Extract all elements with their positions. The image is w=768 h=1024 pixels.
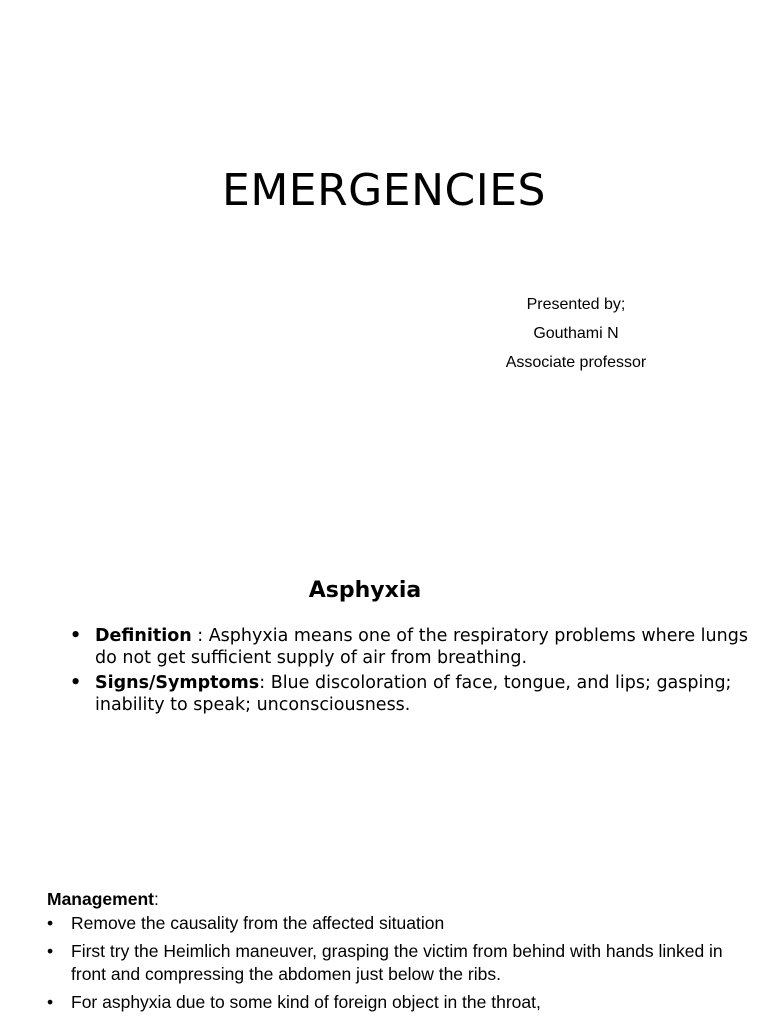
management-heading-term: Management [47, 889, 154, 909]
management-heading-suffix: : [153, 889, 159, 909]
signs-symptoms-separator: : [259, 673, 271, 693]
definition-separator: : [191, 626, 209, 646]
management-list [47, 912, 747, 1014]
definition-text: Asphyxia means one of the respiratory problems where lungs do not get sufficient supply of air from breathing. [95, 626, 748, 668]
bullet-marker: • [47, 992, 54, 1012]
signs-symptoms-term: Signs/Symptoms [95, 673, 260, 693]
management-heading [47, 886, 747, 912]
management-section [47, 886, 747, 1019]
definition-bullet [70, 625, 760, 669]
list-item [47, 912, 747, 935]
signs-symptoms-text: Blue discoloration of face, tongue, and lips; gasping; inability to speak; unconsciousness. [95, 673, 732, 715]
bullet-marker: • [70, 673, 82, 693]
list-item [47, 940, 747, 986]
signs-symptoms-bullet [70, 672, 760, 716]
presenter-designation: Associate professor [505, 354, 647, 371]
asphyxia-heading: Asphyxia [308, 578, 422, 603]
bullet-marker: • [47, 941, 54, 961]
slide-title: EMERGENCIES [222, 165, 546, 216]
definition-term: Definition [95, 626, 192, 646]
management-item-text: For asphyxia due to some kind of foreign object in the throat, [71, 992, 541, 1012]
bullet-marker: • [47, 913, 54, 933]
presenter-info [478, 292, 674, 379]
asphyxia-bullet-list [70, 625, 760, 719]
management-item-text: Remove the causality from the affected situation [71, 913, 445, 933]
bullet-marker: • [70, 626, 82, 646]
list-item [47, 991, 747, 1014]
presented-by-label: Presented by; [526, 296, 626, 313]
management-item-text: First try the Heimlich maneuver, grasping the victim from behind with hands linked in front and compressing the abdomen just below the ribs. [71, 941, 723, 984]
presenter-name: Gouthami N [533, 325, 619, 342]
